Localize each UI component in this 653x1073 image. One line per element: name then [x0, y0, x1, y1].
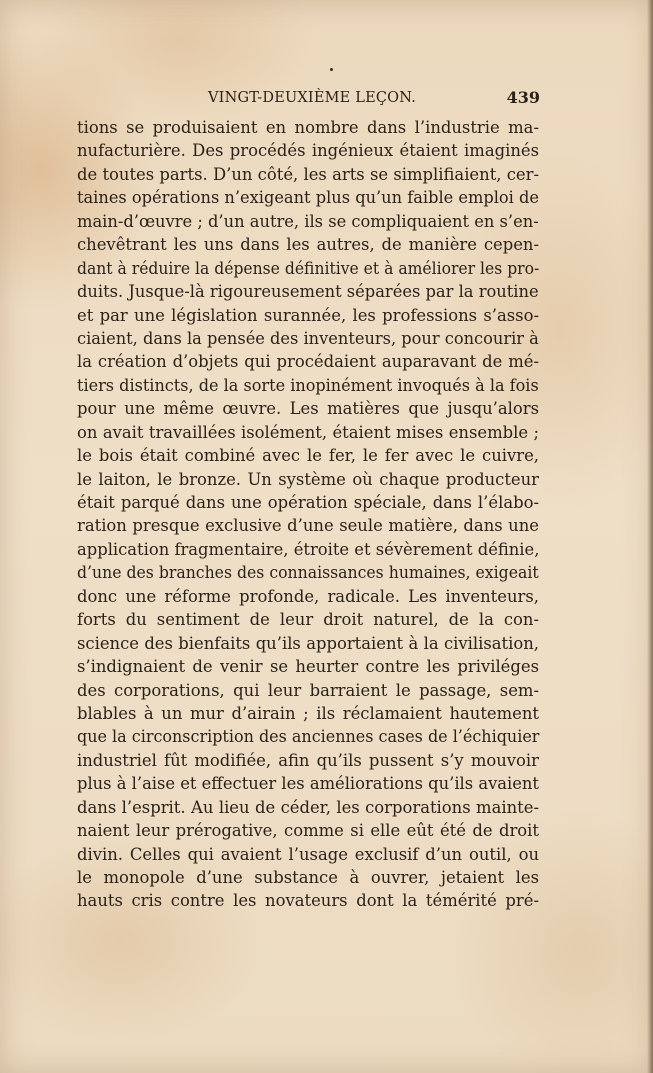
text-line: donc une réforme profonde, radicale. Les inventeurs,	[77, 586, 539, 606]
text-line: duits. Jusque-là rigoureusement séparées par la routine	[77, 282, 539, 302]
text-line: forts du sentiment de leur droit naturel, de la con-	[77, 610, 539, 630]
text-line: s’indignaient de venir se heurter contre les priviléges	[77, 657, 539, 677]
text-line: d’une des branches des connaissances humaines, exigeait	[77, 563, 539, 583]
text-line: blables à un mur d’airain ; ils réclamaient hautement	[77, 703, 539, 723]
text-line: application fragmentaire, étroite et sévèrement définie,	[77, 539, 540, 559]
text-line: de toutes parts. D’un côté, les arts se simplifiaient, cer-	[77, 164, 539, 184]
text-line: tiers distincts, de la sorte inopinément invoqués à la fois	[77, 375, 539, 395]
page-number: 439	[506, 88, 540, 107]
text-line: main-d’œuvre ; d’un autre, ils se compliquaient en s’en-	[77, 211, 539, 231]
running-title: VINGT-DEUXIÈME LEÇON.	[208, 90, 417, 106]
text-line: le laiton, le bronze. Un système où chaque producteur	[77, 469, 539, 489]
text-line: le monopole d’une substance à ouvrer, jetaient les	[77, 868, 539, 887]
body-paragraph	[77, 116, 539, 913]
text-line: dans l’esprit. Au lieu de céder, les corporations mainte-	[77, 797, 539, 817]
text-line: et par une législation surannée, les professions s’asso-	[77, 305, 539, 325]
text-line: dant à réduire la dépense définitive et à améliorer les pro-	[77, 258, 540, 278]
text-line: plus à l’aise et effectuer les améliorations qu’ils avaient	[77, 774, 539, 794]
text-line: naient leur prérogative, comme si elle eût été de droit	[77, 821, 539, 841]
text-line: hauts cris contre les novateurs dont la témérité pré-	[77, 891, 539, 911]
text-line: le bois était combiné avec le fer, le fer avec le cuivre,	[77, 446, 539, 466]
text-line: ration presque exclusive d’une seule matière, dans une	[77, 516, 539, 536]
text-line: était parqué dans une opération spéciale, dans l’élabo-	[77, 493, 539, 512]
running-header	[78, 88, 540, 112]
page-edge-shadow	[647, 0, 653, 1073]
ink-dot	[330, 68, 333, 71]
text-line: tions se produisaient en nombre dans l’industrie ma-	[77, 118, 539, 137]
text-line: des corporations, qui leur barraient le passage, sem-	[77, 680, 539, 700]
text-line: science des bienfaits qu’ils apportaient à la civilisation,	[77, 633, 539, 653]
text-line: on avait travaillées isolément, étaient mises ensemble ;	[77, 422, 539, 442]
text-line: nufacturière. Des procédés ingénieux étaient imaginés	[77, 141, 539, 161]
text-line: la création d’objets qui procédaient auparavant de mé-	[77, 352, 539, 372]
text-line: que la circonscription des anciennes cases de l’échiquier	[77, 727, 540, 747]
text-line: pour une même œuvre. Les matières que jusqu’alors	[77, 399, 539, 419]
text-line: chevêtrant les uns dans les autres, de manière cepen-	[77, 235, 539, 255]
text-line: divin. Celles qui avaient l’usage exclusif d’un outil, ou	[77, 844, 539, 864]
text-line: ciaient, dans la pensée des inventeurs, pour concourir à	[77, 328, 539, 348]
text-line: industriel fût modifiée, afin qu’ils pussent s’y mouvoir	[77, 750, 539, 770]
text-line: taines opérations n’exigeant plus qu’un faible emploi de	[77, 188, 540, 208]
